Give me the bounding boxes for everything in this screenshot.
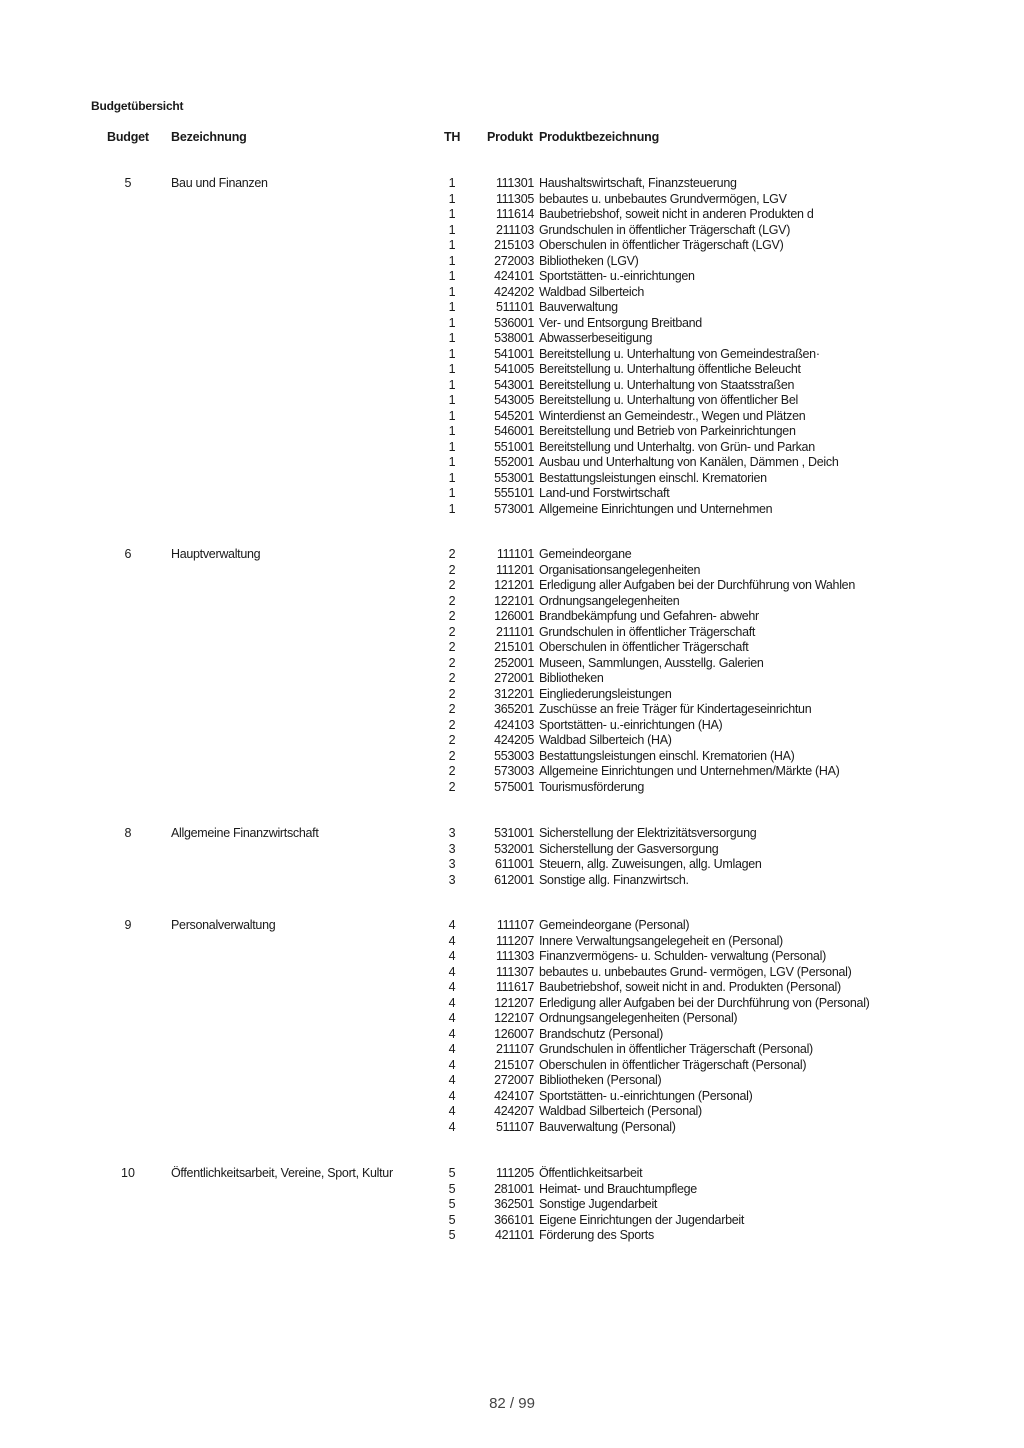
product-th: 4 bbox=[448, 1026, 456, 1041]
product-th: 1 bbox=[448, 331, 456, 345]
product-description: Bibliotheken (LGV) bbox=[539, 253, 639, 268]
product-th: 4 bbox=[448, 1057, 456, 1072]
product-number: 612001 bbox=[494, 872, 534, 887]
product-th: 4 bbox=[448, 964, 456, 979]
product-th: 1 bbox=[448, 424, 456, 438]
product-description: Förderung des Sports bbox=[539, 1228, 654, 1242]
product-th: 1 bbox=[448, 207, 456, 221]
product-th: 2 bbox=[448, 547, 456, 561]
product-th: 4 bbox=[448, 995, 456, 1010]
product-th: 4 bbox=[448, 949, 456, 963]
product-th: 4 bbox=[448, 1088, 456, 1103]
budget-bezeichnung: Personalverwaltung bbox=[171, 918, 276, 932]
product-number: 111107 bbox=[496, 918, 534, 932]
product-description: Ordnungsangelegenheiten (Personal) bbox=[539, 1011, 738, 1025]
budget-number: 8 bbox=[124, 826, 132, 840]
product-th: 3 bbox=[448, 826, 456, 840]
product-number: 553003 bbox=[494, 748, 534, 763]
product-description: Gemeindeorgane bbox=[539, 547, 632, 561]
product-number: 424103 bbox=[494, 717, 534, 732]
product-th: 1 bbox=[448, 315, 456, 330]
product-description: Waldbad Silberteich (HA) bbox=[539, 733, 672, 747]
product-number: 272001 bbox=[494, 671, 534, 685]
budget-number: 9 bbox=[124, 918, 132, 932]
product-number: 424202 bbox=[494, 284, 534, 299]
product-th: 2 bbox=[448, 671, 456, 685]
document-title: Budgetübersicht bbox=[91, 99, 184, 113]
budget-number: 10 bbox=[121, 1166, 135, 1180]
product-description: Sportstätten- u.-einrichtungen (Personal) bbox=[539, 1088, 753, 1103]
product-number: 573001 bbox=[494, 501, 534, 516]
product-description: Grundschulen in öffentlicher Trägerschaft (LGV) bbox=[539, 222, 791, 237]
product-number: 111307 bbox=[495, 964, 534, 979]
product-number: 551001 bbox=[494, 439, 534, 454]
product-number: 111205 bbox=[495, 1166, 534, 1180]
product-description: Steuern, allg. Zuweisungen, allg. Umlagen bbox=[539, 857, 762, 871]
product-number: 312201 bbox=[494, 686, 534, 701]
product-description: Tourismusförderung bbox=[539, 779, 645, 794]
product-description: Bibliotheken (Personal) bbox=[539, 1073, 662, 1087]
product-th: 1 bbox=[448, 362, 456, 376]
budget-bezeichnung: Öffentlichkeitsarbeit, Vereine, Sport, Kultur bbox=[171, 1166, 393, 1180]
product-description: Finanzvermögens- u. Schulden- verwaltung (Personal) bbox=[539, 949, 826, 963]
product-th: 4 bbox=[448, 918, 456, 932]
product-number: 121201 bbox=[494, 578, 534, 592]
product-number: 111207 bbox=[495, 933, 534, 948]
product-th: 5 bbox=[448, 1228, 456, 1242]
product-number: 111301 bbox=[495, 176, 534, 190]
product-th: 4 bbox=[448, 1119, 456, 1134]
column-header-bezeichnung: Bezeichnung bbox=[171, 130, 247, 144]
product-description: Bauverwaltung (Personal) bbox=[539, 1119, 676, 1134]
product-number: 536001 bbox=[494, 315, 534, 330]
product-number: 541001 bbox=[494, 346, 534, 361]
product-description: Baubetriebshof, soweit nicht in and. Produkten (Personal) bbox=[539, 980, 841, 994]
product-th: 1 bbox=[448, 300, 456, 314]
product-number: 272003 bbox=[494, 253, 534, 268]
product-description: Museen, Sammlungen, Ausstellg. Galerien bbox=[539, 655, 764, 670]
product-th: 1 bbox=[448, 408, 456, 423]
product-description: Bereitstellung u. Unterhaltung von Gemeindestraßen· bbox=[539, 346, 820, 361]
product-th: 2 bbox=[448, 733, 456, 747]
product-th: 3 bbox=[448, 872, 456, 887]
product-th: 1 bbox=[448, 470, 456, 485]
product-th: 3 bbox=[448, 857, 456, 871]
product-number: 215101 bbox=[494, 640, 534, 654]
product-th: 2 bbox=[448, 609, 456, 623]
product-number: 511101 bbox=[495, 300, 534, 314]
column-header-produkt: Produkt bbox=[487, 130, 533, 144]
product-description: Erledigung aller Aufgaben bei der Durchführung von (Personal) bbox=[539, 995, 870, 1010]
product-description: Sportstätten- u.-einrichtungen bbox=[539, 269, 695, 283]
product-description: Baubetriebshof, soweit nicht in anderen Produkten d bbox=[539, 207, 814, 221]
product-number: 575001 bbox=[494, 779, 534, 794]
column-header-th: TH bbox=[444, 130, 461, 144]
product-description: Bauverwaltung bbox=[539, 300, 618, 314]
product-th: 2 bbox=[448, 562, 456, 577]
product-th: 4 bbox=[448, 1073, 456, 1087]
product-th: 2 bbox=[448, 593, 456, 608]
product-th: 5 bbox=[448, 1166, 456, 1180]
product-number: 555101 bbox=[494, 486, 534, 500]
product-description: Oberschulen in öffentlicher Trägerschaft (Personal) bbox=[539, 1057, 807, 1072]
product-number: 531001 bbox=[494, 826, 534, 840]
product-th: 4 bbox=[448, 933, 456, 948]
product-number: 111614 bbox=[495, 207, 534, 221]
product-number: 538001 bbox=[494, 331, 534, 345]
product-number: 111617 bbox=[495, 980, 534, 994]
product-description: Haushaltswirtschaft, Finanzsteuerung bbox=[539, 176, 737, 190]
product-number: 126001 bbox=[494, 609, 534, 623]
product-th: 1 bbox=[448, 284, 456, 299]
product-description: Zuschüsse an freie Träger für Kindertageseinrichtun bbox=[539, 702, 812, 716]
product-th: 1 bbox=[448, 253, 456, 268]
product-number: 211101 bbox=[495, 624, 534, 639]
product-description: Oberschulen in öffentlicher Trägerschaft bbox=[539, 640, 749, 654]
product-number: 424101 bbox=[494, 269, 534, 283]
product-th: 4 bbox=[448, 1011, 456, 1025]
product-description: Bereitstellung und Unterhaltg. von Grün- und Parkan bbox=[539, 439, 815, 454]
product-description: bebautes u. unbebautes Grund- vermögen, LGV (Personal) bbox=[539, 964, 852, 979]
product-description: Organisationsangelegenheiten bbox=[539, 562, 701, 577]
product-number: 111101 bbox=[496, 547, 534, 561]
product-th: 2 bbox=[448, 764, 456, 778]
product-number: 215107 bbox=[494, 1057, 534, 1072]
product-number: 543005 bbox=[494, 393, 534, 407]
product-description: Waldbad Silberteich bbox=[539, 284, 645, 299]
product-description: Brandschutz (Personal) bbox=[539, 1026, 664, 1041]
product-number: 281001 bbox=[494, 1181, 534, 1196]
product-description: Bestattungsleistungen einschl. Krematorien bbox=[539, 470, 767, 485]
product-th: 2 bbox=[448, 686, 456, 701]
product-number: 366101 bbox=[494, 1212, 534, 1227]
product-th: 2 bbox=[448, 640, 456, 654]
budget-bezeichnung: Hauptverwaltung bbox=[171, 547, 261, 561]
product-number: 545201 bbox=[494, 408, 534, 423]
product-th: 5 bbox=[448, 1181, 456, 1196]
product-number: 546001 bbox=[494, 424, 534, 438]
budget-number: 5 bbox=[124, 176, 132, 190]
product-number: 126007 bbox=[494, 1026, 534, 1041]
product-description: Waldbad Silberteich (Personal) bbox=[539, 1104, 702, 1118]
product-description: Innere Verwaltungsangelegeheit en (Personal) bbox=[539, 933, 783, 948]
product-description: Ordnungsangelegenheiten bbox=[539, 593, 680, 608]
column-header-budget: Budget bbox=[107, 130, 149, 144]
column-header-produktbezeichnung: Produktbezeichnung bbox=[539, 130, 660, 144]
product-description: Sonstige Jugendarbeit bbox=[539, 1197, 658, 1211]
product-th: 2 bbox=[448, 748, 456, 763]
product-description: Heimat- und Brauchtumpflege bbox=[539, 1181, 697, 1196]
product-description: Sonstige allg. Finanzwirtsch. bbox=[539, 872, 689, 887]
product-th: 1 bbox=[448, 377, 456, 392]
product-number: 122101 bbox=[494, 593, 534, 608]
product-number: 424107 bbox=[494, 1088, 534, 1103]
product-description: Ver- und Entsorgung Breitband bbox=[539, 315, 702, 330]
product-description: Bestattungsleistungen einschl. Krematorien (HA) bbox=[539, 748, 795, 763]
budget-bezeichnung: Allgemeine Finanzwirtschaft bbox=[171, 826, 319, 840]
product-number: 252001 bbox=[494, 655, 534, 670]
product-number: 111305 bbox=[495, 191, 534, 206]
product-th: 4 bbox=[448, 980, 456, 994]
product-description: Bereitstellung u. Unterhaltung von öffentlicher Bel bbox=[539, 393, 798, 407]
product-description: Grundschulen in öffentlicher Trägerschaft bbox=[539, 624, 756, 639]
product-number: 611001 bbox=[495, 857, 534, 871]
product-th: 2 bbox=[448, 578, 456, 592]
product-description: bebautes u. unbebautes Grundvermögen, LGV bbox=[539, 191, 787, 206]
product-th: 1 bbox=[448, 393, 456, 407]
product-number: 211103 bbox=[495, 222, 534, 237]
budget-number: 6 bbox=[124, 547, 132, 561]
product-description: Sicherstellung der Elektrizitätsversorgung bbox=[539, 826, 757, 840]
product-description: Sicherstellung der Gasversorgung bbox=[539, 841, 719, 856]
product-th: 5 bbox=[448, 1212, 456, 1227]
product-number: 553001 bbox=[494, 470, 534, 485]
product-description: Oberschulen in öffentlicher Trägerschaft (LGV) bbox=[539, 238, 784, 252]
product-description: Sportstätten- u.-einrichtungen (HA) bbox=[539, 717, 723, 732]
product-th: 1 bbox=[448, 238, 456, 252]
product-number: 424207 bbox=[494, 1104, 534, 1118]
product-th: 1 bbox=[448, 191, 456, 206]
product-description: Abwasserbeseitigung bbox=[539, 331, 653, 345]
product-th: 1 bbox=[448, 346, 456, 361]
product-number: 541005 bbox=[494, 362, 534, 376]
product-description: Eigene Einrichtungen der Jugendarbeit bbox=[539, 1212, 745, 1227]
product-number: 211107 bbox=[495, 1042, 534, 1056]
product-number: 543001 bbox=[494, 377, 534, 392]
product-number: 511107 bbox=[495, 1119, 534, 1134]
product-number: 215103 bbox=[494, 238, 534, 252]
page-indicator: 82 / 99 bbox=[489, 1395, 535, 1412]
product-th: 1 bbox=[448, 455, 456, 469]
product-th: 1 bbox=[448, 269, 456, 283]
product-th: 2 bbox=[448, 624, 456, 639]
product-th: 1 bbox=[448, 176, 456, 190]
product-th: 2 bbox=[448, 702, 456, 716]
product-number: 111303 bbox=[495, 949, 534, 963]
product-description: Grundschulen in öffentlicher Trägerschaft (Personal) bbox=[539, 1042, 813, 1056]
product-th: 4 bbox=[448, 1042, 456, 1056]
product-description: Bereitstellung u. Unterhaltung von Staatsstraßen bbox=[539, 377, 795, 392]
product-description: Bereitstellung u. Unterhaltung öffentliche Beleucht bbox=[539, 362, 801, 376]
product-description: Eingliederungsleistungen bbox=[539, 686, 672, 701]
product-number: 552001 bbox=[494, 455, 534, 469]
product-number: 121207 bbox=[494, 995, 534, 1010]
product-description: Öffentlichkeitsarbeit bbox=[539, 1166, 643, 1180]
product-th: 4 bbox=[448, 1104, 456, 1118]
product-number: 362501 bbox=[494, 1197, 534, 1211]
budget-bezeichnung: Bau und Finanzen bbox=[171, 176, 268, 190]
product-number: 573003 bbox=[494, 764, 534, 778]
product-description: Allgemeine Einrichtungen und Unternehmen bbox=[539, 501, 773, 516]
product-number: 122107 bbox=[494, 1011, 534, 1025]
product-description: Gemeindeorgane (Personal) bbox=[539, 918, 690, 932]
product-description: Bereitstellung und Betrieb von Parkeinrichtungen bbox=[539, 424, 796, 438]
product-number: 111201 bbox=[495, 562, 534, 577]
product-th: 3 bbox=[448, 841, 456, 856]
product-number: 272007 bbox=[494, 1073, 534, 1087]
product-description: Brandbekämpfung und Gefahren- abwehr bbox=[539, 609, 759, 623]
product-number: 365201 bbox=[494, 702, 534, 716]
product-th: 1 bbox=[448, 222, 456, 237]
product-description: Land-und Forstwirtschaft bbox=[539, 486, 670, 500]
product-th: 2 bbox=[448, 779, 456, 794]
product-description: Bibliotheken bbox=[539, 671, 604, 685]
product-th: 1 bbox=[448, 486, 456, 500]
product-th: 1 bbox=[448, 439, 456, 454]
product-th: 2 bbox=[448, 655, 456, 670]
product-description: Ausbau und Unterhaltung von Kanälen, Dämmen , Deich bbox=[539, 455, 839, 469]
product-number: 532001 bbox=[494, 841, 534, 856]
product-th: 2 bbox=[448, 717, 456, 732]
product-description: Erledigung aller Aufgaben bei der Durchführung von Wahlen bbox=[539, 578, 855, 592]
product-description: Allgemeine Einrichtungen und Unternehmen/Märkte (HA) bbox=[539, 764, 840, 778]
product-number: 421101 bbox=[495, 1228, 534, 1242]
product-description: Winterdienst an Gemeindestr., Wegen und Plätzen bbox=[539, 408, 806, 423]
product-number: 424205 bbox=[494, 733, 534, 747]
product-th: 1 bbox=[448, 501, 456, 516]
product-th: 5 bbox=[448, 1197, 456, 1211]
